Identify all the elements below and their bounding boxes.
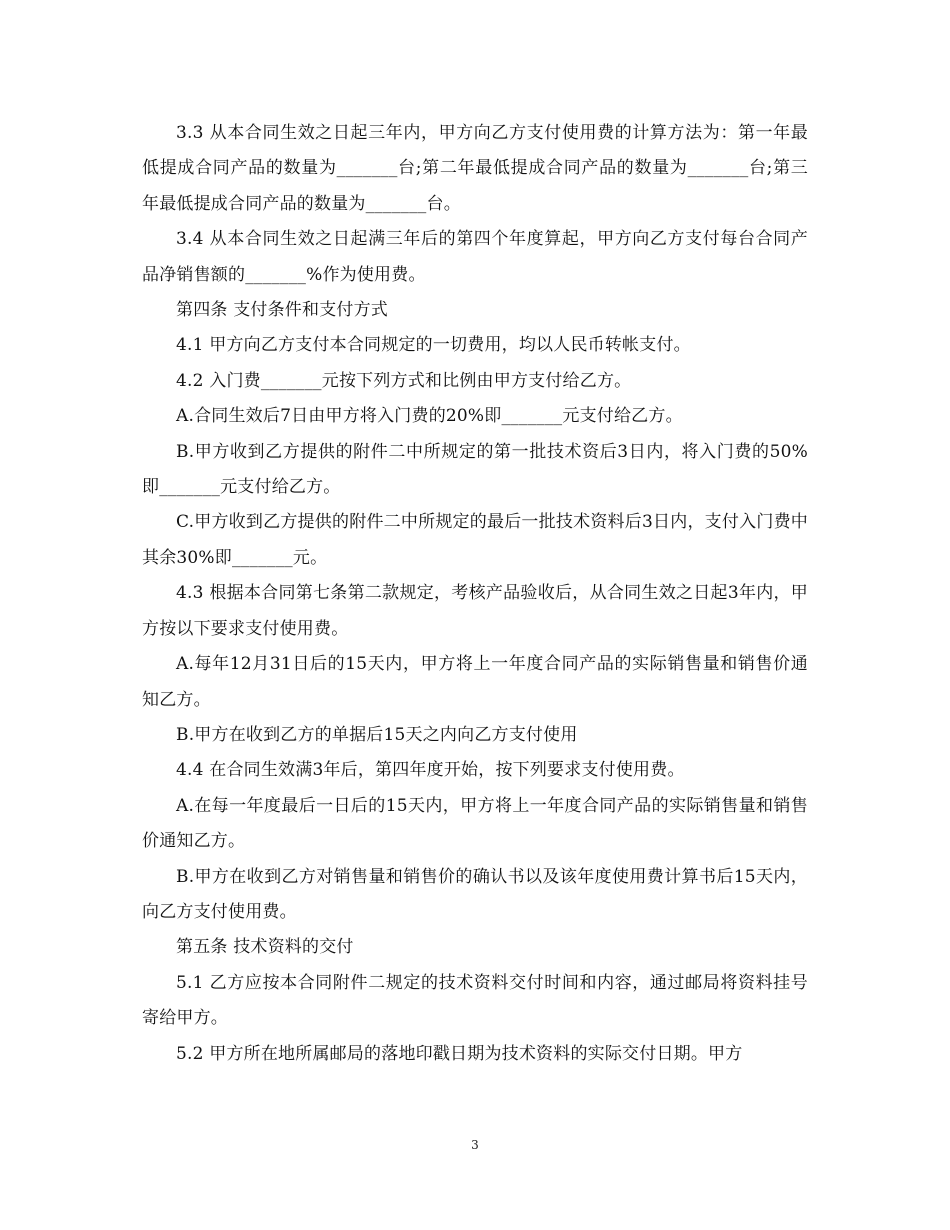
paragraph-4-2-c: C.甲方收到乙方提供的附件二中所规定的最后一批技术资料后3日内，支付入门费中其余30%即_______元。 <box>142 512 808 568</box>
page-number: 3 <box>471 1138 479 1152</box>
section-heading-article-5: 第五条 技术资料的交付 <box>176 937 354 958</box>
paragraph-4-4-b: B.甲方在收到乙方对销售量和销售价的确认书以及该年度使用费计算书后15天内，向乙方支付使用费。 <box>142 866 808 922</box>
paragraph-4-4: 4.4 在合同生效满3年后，第四年度开始，按下列要求支付使用费。 <box>176 760 685 781</box>
paragraph-4-3-b: B.甲方在收到乙方的单据后15天之内向乙方支付使用 <box>176 724 578 745</box>
paragraph-3-4: 3.4 从本合同生效之日起满三年后的第四个年度算起，甲方向乙方支付每台合同产品净销售额的_______%作为使用费。 <box>142 229 808 285</box>
paragraph-5-1: 5.1 乙方应按本合同附件二规定的技术资料交付时间和内容，通过邮局将资料挂号寄给甲方。 <box>142 972 808 1029</box>
paragraph-4-4-a: A.在每一年度最后一日后的15天内，甲方将上一年度合同产品的实际销售量和销售价通知乙方。 <box>142 795 808 852</box>
paragraph-3-3: 3.3 从本合同生效之日起三年内，甲方向乙方支付使用费的计算方法为：第一年最低提成合同产品的数量为_______台;第二年最低提成合同产品的数量为_______台;第三年最低提成合同产品的数量为_______台。 <box>142 123 808 214</box>
paragraph-4-2: 4.2 入门费_______元按下列方式和比例由甲方支付给乙方。 <box>176 370 632 391</box>
document-body <box>142 116 808 1072</box>
section-heading-article-4: 第四条 支付条件和支付方式 <box>176 300 389 321</box>
paragraph-4-2-a: A.合同生效后7日由甲方将入门费的20%即_______元支付给乙方。 <box>176 406 683 427</box>
paragraph-4-1: 4.1 甲方向乙方支付本合同规定的一切费用，均以人民币转帐支付。 <box>176 335 691 356</box>
paragraph-4-2-b: B.甲方收到乙方提供的附件二中所规定的第一批技术资后3日内，将入门费的50%即_______元支付给乙方。 <box>142 441 808 498</box>
paragraph-4-3-a: A.每年12月31日后的15天内，甲方将上一年度合同产品的实际销售量和销售价通知乙方。 <box>142 654 808 710</box>
paragraph-4-3: 4.3 根据本合同第七条第二款规定，考核产品验收后，从合同生效之日起3年内，甲方按以下要求支付使用费。 <box>142 583 808 639</box>
paragraph-5-2: 5.2 甲方所在地所属邮局的落地印戳日期为技术资料的实际交付日期。甲方 <box>176 1043 743 1064</box>
